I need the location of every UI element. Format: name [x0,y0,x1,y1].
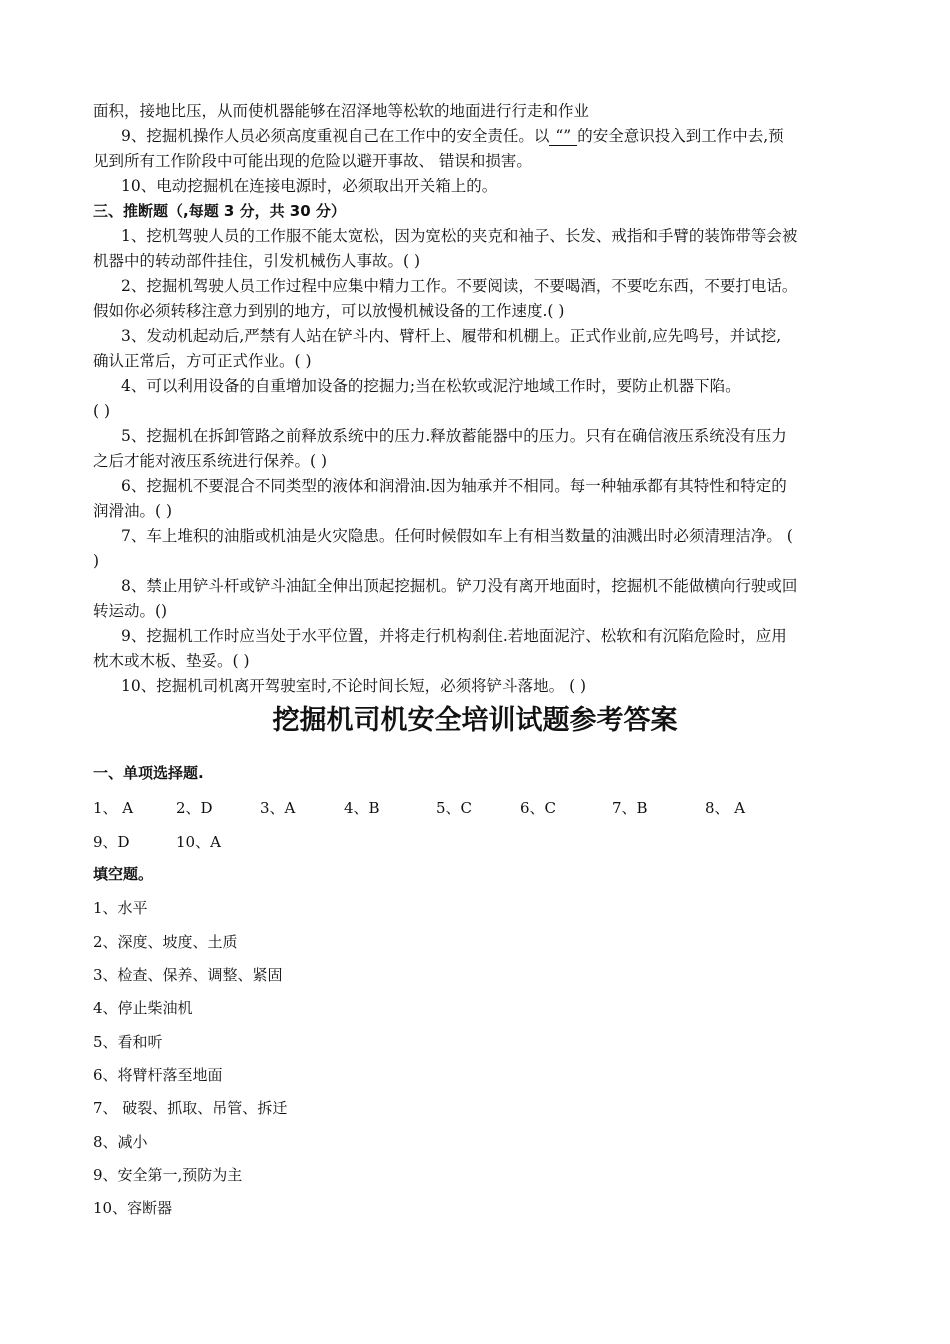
judgement-4-line2: ( ) [93,402,111,420]
fill-answer: 5、看和听 [93,1033,163,1051]
fill-answer: 3、检查、保养、调整、紧固 [93,966,283,984]
judgement-1-line1: 1、挖机驾驶人员的工作服不能太宽松，因为宽松的夹克和袖子、长发、戒指和手臂的装饰带等会被 [121,227,798,245]
fill-answer: 4、停止柴油机 [93,999,193,1017]
judgement-4-line1: 4、可以利用设备的自重增加设备的挖掘力;当在松软或泥泞地域工作时，要防止机器下陷。 [121,377,741,395]
section-1-heading: 一、单项选择题. [93,764,204,782]
judgement-9-line2: 枕木或木板、垫妥。( ) [93,652,250,670]
fill-answer: 10、容断器 [93,1199,173,1217]
judgement-2-line1: 2、挖掘机驾驶人员工作过程中应集中精力工作。不要阅读，不要喝酒，不要吃东西，不要打电话。 [121,277,798,295]
question-9-line2: 见到所有工作阶段中可能出现的危险以避开事故、 错误和损害。 [93,152,532,170]
q9-text-pre: 9、挖掘机操作人员必须高度重视自己在工作中的安全责任。以 [121,127,550,145]
fill-heading: 填空题。 [93,865,154,883]
judgement-7-line2: ) [93,552,100,570]
judgement-5-line1: 5、挖掘机在拆卸管路之前释放系统中的压力.释放蓄能器中的压力。只有在确信液压系统没有压力 [121,427,787,445]
q9-text-post: 的安全意识投入到工作中去,预 [577,127,784,145]
judgement-6-line2: 润滑油。( ) [93,502,173,520]
judgement-9-line1: 9、挖掘机工作时应当处于水平位置，并将走行机构刹住.若地面泥泞、松软和有沉陷危险时，应用 [121,627,787,645]
choice-answer: 7、B [612,799,648,817]
judgement-8-line1: 8、禁止用铲斗杆或铲斗油缸全伸出顶起挖掘机。铲刀没有离开地面时，挖掘机不能做横向行驶或回 [121,577,798,595]
judgement-10: 10、挖掘机司机离开驾驶室时,不论时间长短，必须将铲斗落地。 ( ) [121,677,587,695]
fill-answer: 6、将臂杆落至地面 [93,1066,223,1084]
fill-answer: 8、减小 [93,1133,148,1151]
judgement-1-line2: 机器中的转动部件挂住，引发机械伤人事故。( ) [93,252,421,270]
q9-blank: “” [549,128,577,146]
fill-answer: 2、深度、坡度、土质 [93,933,238,951]
text-line: 面积，接地比压，从而使机器能够在沼泽地等松软的地面进行行走和作业 [93,102,590,120]
question-10: 10、电动挖掘机在连接电源时，必须取出开关箱上的。 [121,177,498,195]
judgement-2-line2: 假如你必须转移注意力到别的地方，可以放慢机械设备的工作速度.( ) [93,302,565,320]
question-9-line1 [93,124,784,149]
choice-answer: 9、D [93,833,130,851]
judgement-7-line1: 7、车上堆积的油脂或机油是火灾隐患。任何时候假如车上有相当数量的油溅出时必须清理洁净。 ( [121,527,793,545]
choice-answer: 6、C [520,799,557,817]
choice-answer: 4、B [344,799,380,817]
choice-answer: 1、 A [93,799,134,817]
choice-answer: 8、 A [705,799,746,817]
judgement-3-line2: 确认正常后，方可正式作业。( ) [93,352,312,370]
section-3-heading: 三、推断题（,每题 3 分，共 30 分） [93,202,346,220]
fill-answer: 1、水平 [93,899,148,917]
choice-answer: 10、A [176,833,221,851]
choice-answer: 5、C [436,799,473,817]
fill-answer: 9、安全第一,预防为主 [93,1166,243,1184]
answer-title: 挖掘机司机安全培训试题参考答案 [272,705,678,736]
choice-answer: 3、A [260,799,296,817]
judgement-3-line1: 3、发动机起动后,严禁有人站在铲斗内、臂杆上、履带和机棚上。正式作业前,应先鸣号，并试挖, [121,327,782,345]
choice-answer: 2、D [176,799,213,817]
judgement-6-line1: 6、挖掘机不要混合不同类型的液体和润滑油.因为轴承并不相同。每一种轴承都有其特性和特定的 [121,477,787,495]
judgement-8-line2: 转运动。() [93,602,168,620]
fill-answer: 7、 破裂、抓取、吊管、拆迁 [93,1099,288,1117]
judgement-5-line2: 之后才能对液压系统进行保养。( ) [93,452,328,470]
